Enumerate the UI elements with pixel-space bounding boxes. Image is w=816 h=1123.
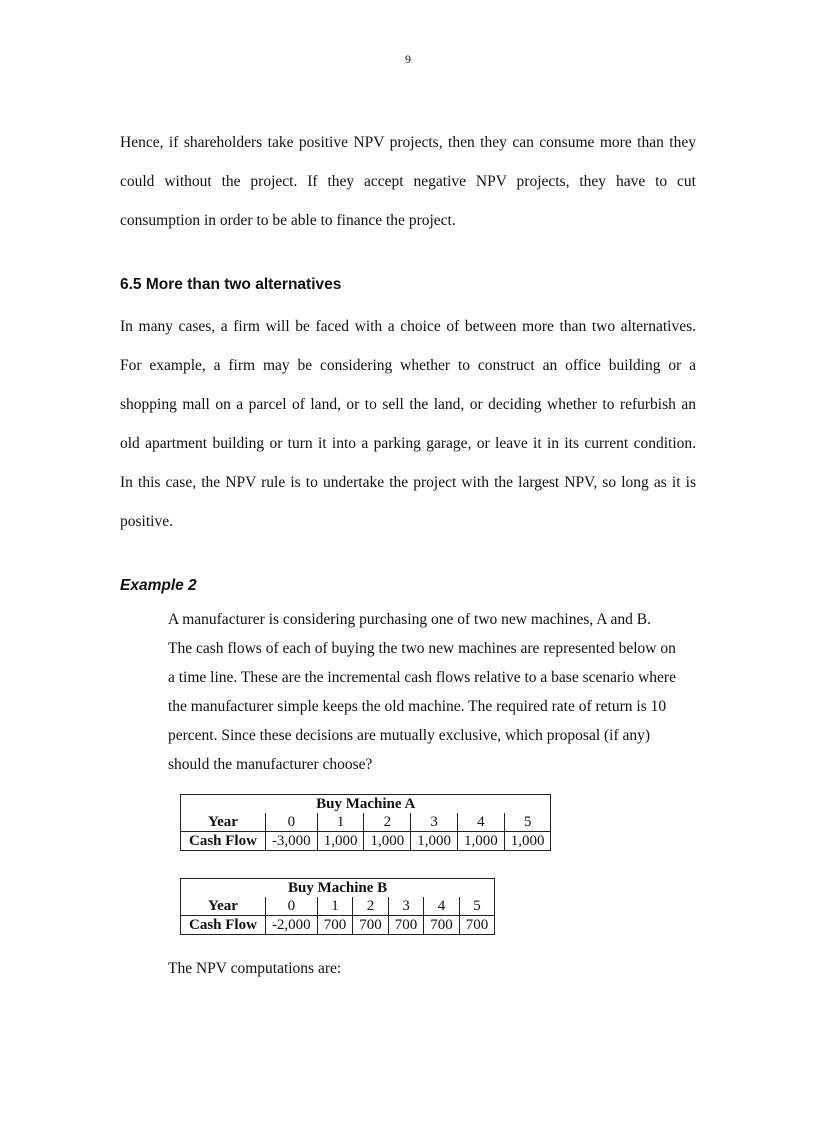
intro-line-2: could without the project. If they accept negative NPV projects, they have to cut	[120, 173, 696, 190]
example-line-4: the manufacturer simple keeps the old machine. The required rate of return is 10	[168, 698, 667, 715]
year-label: Year	[181, 897, 266, 916]
cash-flow-cell: -2,000	[265, 916, 317, 935]
cash-flow-label: Cash Flow	[181, 832, 266, 851]
example-line-2: The cash flows of each of buying the two new machines are represented below on	[168, 640, 676, 657]
section-heading: 6.5 More than two alternatives	[120, 276, 342, 293]
cash-flow-label: Cash Flow	[181, 916, 266, 935]
cash-flow-cell: 1,000	[364, 832, 411, 851]
cash-flow-cell: 700	[317, 916, 353, 935]
section-line-2: For example, a firm may be considering whether to construct an office building or a	[120, 357, 696, 374]
section-line-1: In many cases, a firm will be faced with a choice of between more than two alternatives.	[120, 318, 696, 335]
table-row	[181, 832, 551, 851]
cash-flow-cell: -3,000	[265, 832, 317, 851]
year-cell: 2	[353, 897, 389, 916]
year-label: Year	[181, 813, 266, 832]
cash-flow-cell: 700	[353, 916, 389, 935]
section-line-3: shopping mall on a parcel of land, or to sell the land, or deciding whether to refurbish an	[120, 396, 696, 413]
cash-flow-cell: 700	[459, 916, 495, 935]
year-cell: 0	[265, 813, 317, 832]
year-cell: 4	[457, 813, 504, 832]
machine-b-title: Buy Machine B	[181, 879, 495, 898]
year-cell: 3	[411, 813, 458, 832]
year-cell: 0	[265, 897, 317, 916]
page-number: 9	[405, 52, 411, 66]
table-row	[181, 879, 495, 898]
example-line-5: percent. Since these decisions are mutually exclusive, which proposal (if any)	[168, 727, 651, 744]
example-line-6: should the manufacturer choose?	[168, 756, 373, 773]
cash-flow-cell: 700	[388, 916, 424, 935]
machine-b-table	[180, 878, 495, 935]
cash-flow-cell: 1,000	[411, 832, 458, 851]
table-row	[181, 813, 551, 832]
cash-flow-cell: 1,000	[504, 832, 551, 851]
cash-flow-cell: 1,000	[317, 832, 364, 851]
intro-line-1: Hence, if shareholders take positive NPV projects, then they can consume more than they	[120, 134, 696, 151]
cash-flow-cell: 1,000	[457, 832, 504, 851]
year-cell: 5	[459, 897, 495, 916]
year-cell: 1	[317, 813, 364, 832]
section-line-4: old apartment building or turn it into a parking garage, or leave it in its current condition.	[120, 435, 696, 452]
cash-flow-cell: 700	[424, 916, 460, 935]
closing-line: The NPV computations are:	[168, 960, 342, 977]
year-cell: 1	[317, 897, 353, 916]
machine-a-table	[180, 794, 551, 851]
example-line-1: A manufacturer is considering purchasing one of two new machines, A and B.	[168, 611, 651, 628]
year-cell: 4	[424, 897, 460, 916]
year-cell: 2	[364, 813, 411, 832]
example-heading: Example 2	[120, 577, 197, 594]
year-cell: 3	[388, 897, 424, 916]
table-row	[181, 897, 495, 916]
section-line-5: In this case, the NPV rule is to undertake the project with the largest NPV, so long as it is	[120, 474, 696, 491]
table-row	[181, 795, 551, 814]
section-line-6: positive.	[120, 513, 173, 530]
intro-line-3: consumption in order to be able to finance the project.	[120, 212, 456, 229]
year-cell: 5	[504, 813, 551, 832]
example-line-3: a time line. These are the incremental cash flows relative to a base scenario where	[168, 669, 676, 686]
table-row	[181, 916, 495, 935]
machine-a-title: Buy Machine A	[181, 795, 551, 814]
